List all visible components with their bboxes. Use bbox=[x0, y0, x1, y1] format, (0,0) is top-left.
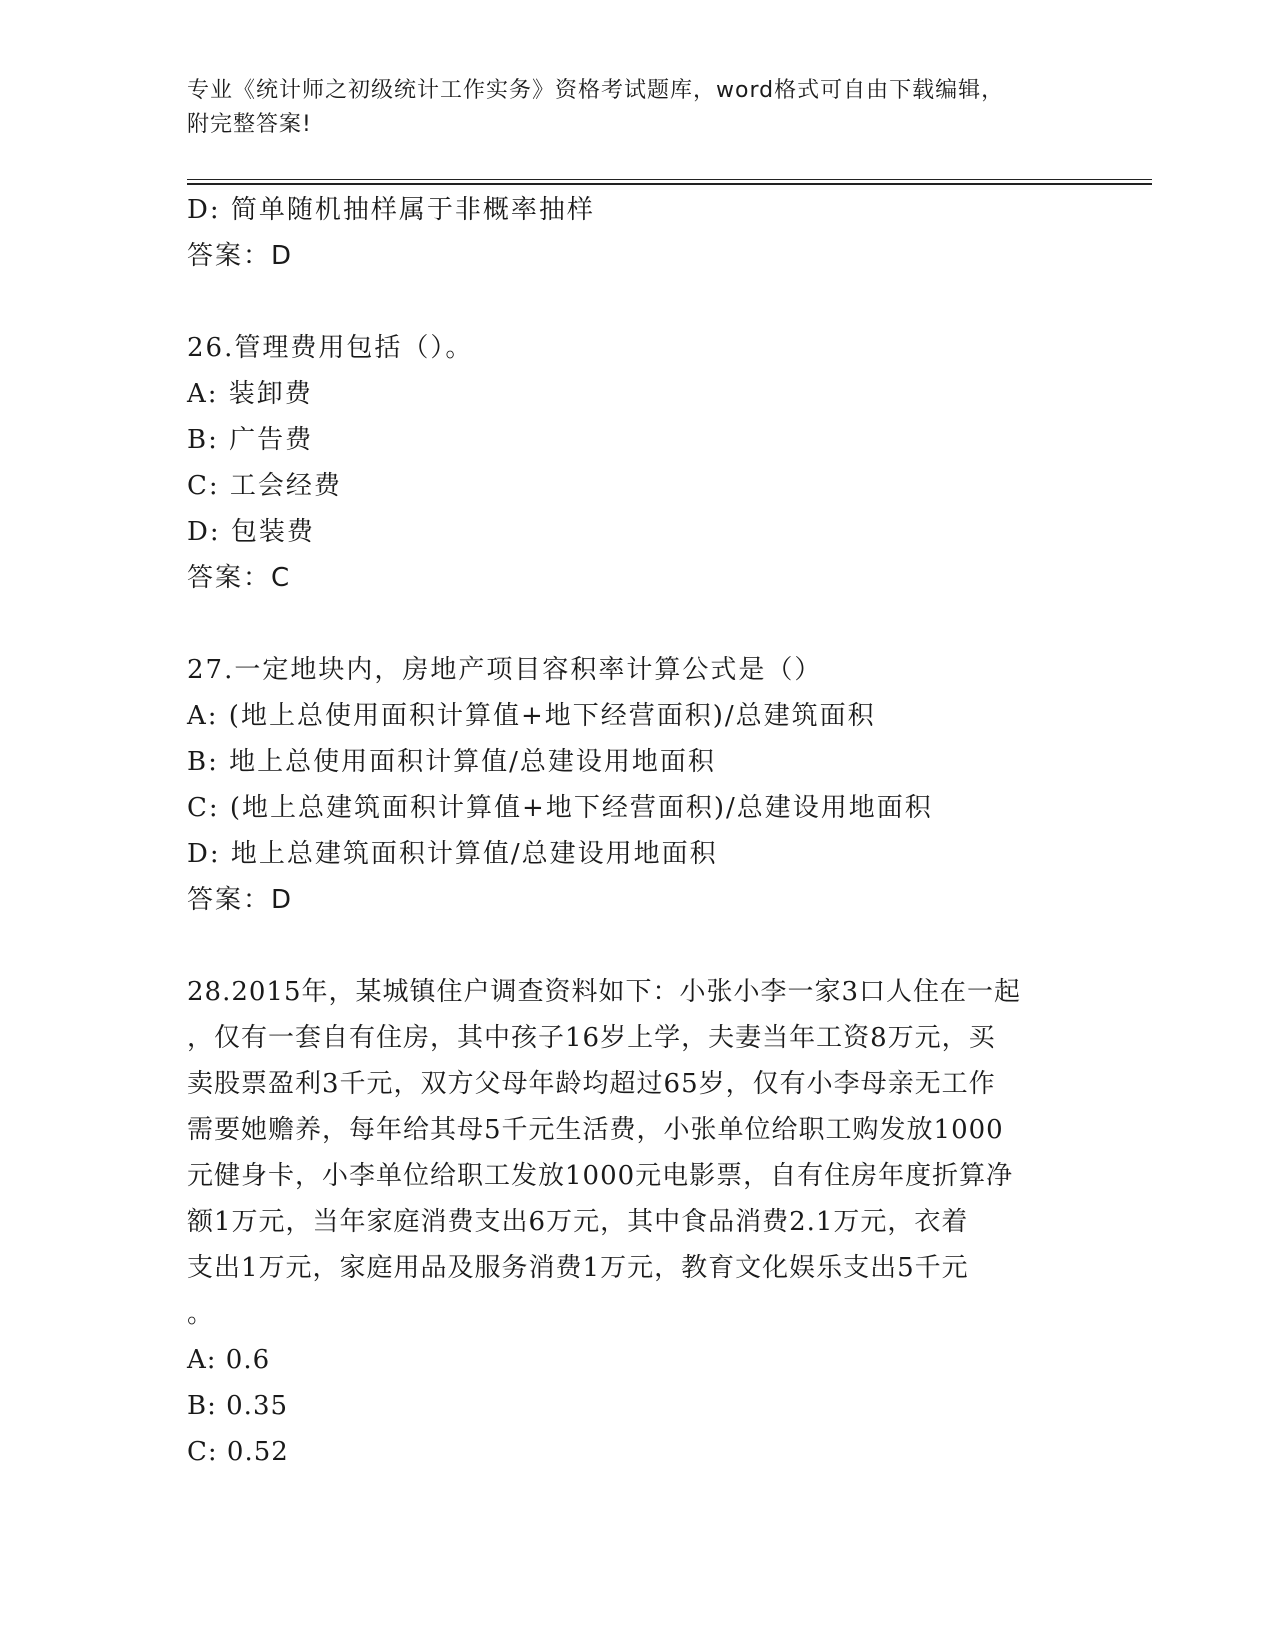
header-line-1: 专业《统计师之初级统计工作实务》资格考试题库，word格式可自由下载编辑， bbox=[187, 78, 1005, 103]
answer: 答案：C bbox=[187, 563, 292, 593]
question-stem-line: 卖股票盈利3千元，双方父母年龄均超过65岁，仅有小李母亲无工作 bbox=[187, 1069, 996, 1099]
question-28 bbox=[187, 969, 1087, 1475]
option-a: A: 装卸费 bbox=[187, 379, 313, 409]
answer: 答案：D bbox=[187, 885, 294, 915]
question-27 bbox=[187, 647, 1087, 923]
question-stem-line: 额1万元，当年家庭消费支出6万元，其中食品消费2.1万元，衣着 bbox=[187, 1207, 969, 1237]
header-line-2: 附完整答案! bbox=[187, 112, 312, 137]
question-stem-line: 28.2015年，某城镇住户调查资料如下：小张小李一家3口人住在一起 bbox=[187, 977, 1022, 1007]
option-b: B: 广告费 bbox=[187, 425, 314, 455]
question-content bbox=[187, 187, 1087, 1475]
question-stem: 27.一定地块内，房地产项目容积率计算公式是（） bbox=[187, 655, 823, 685]
question-stem-line: 。 bbox=[187, 1299, 215, 1329]
prev-question-option-d: D: 简单随机抽样属于非概率抽样 bbox=[187, 195, 595, 225]
question-stem-line: ，仅有一套自有住房，其中孩子16岁上学，夫妻当年工资8万元，买 bbox=[187, 1023, 996, 1053]
option-c: C: (地上总建筑面积计算值+地下经营面积)/总建设用地面积 bbox=[187, 793, 933, 823]
option-c: C: 工会经费 bbox=[187, 471, 342, 501]
option-b: B: 0.35 bbox=[187, 1391, 289, 1421]
spacer bbox=[187, 601, 1087, 647]
header-divider-thick bbox=[187, 183, 1152, 185]
question-stem-line: 元健身卡，小李单位给职工发放1000元电影票，自有住房年度折算净 bbox=[187, 1161, 1014, 1191]
option-d: D: 地上总建筑面积计算值/总建设用地面积 bbox=[187, 839, 718, 869]
spacer bbox=[187, 923, 1087, 969]
option-d: D: 包装费 bbox=[187, 517, 315, 547]
question-stem: 26.管理费用包括（）。 bbox=[187, 333, 474, 363]
header-divider-thin bbox=[187, 179, 1152, 180]
spacer bbox=[187, 279, 1087, 325]
question-stem-line: 需要她赡养，每年给其母5千元生活费，小张单位给职工购发放1000 bbox=[187, 1115, 1004, 1145]
question-26 bbox=[187, 325, 1087, 601]
option-b: B: 地上总使用面积计算值/总建设用地面积 bbox=[187, 747, 716, 777]
question-stem-line: 支出1万元，家庭用品及服务消费1万元，教育文化娱乐支出5千元 bbox=[187, 1253, 969, 1283]
option-c: C: 0.52 bbox=[187, 1437, 289, 1467]
prev-question-answer: 答案：D bbox=[187, 241, 294, 271]
document-header bbox=[187, 74, 1067, 142]
option-a: A: (地上总使用面积计算值+地下经营面积)/总建筑面积 bbox=[187, 701, 876, 731]
option-a: A: 0.6 bbox=[187, 1345, 271, 1375]
